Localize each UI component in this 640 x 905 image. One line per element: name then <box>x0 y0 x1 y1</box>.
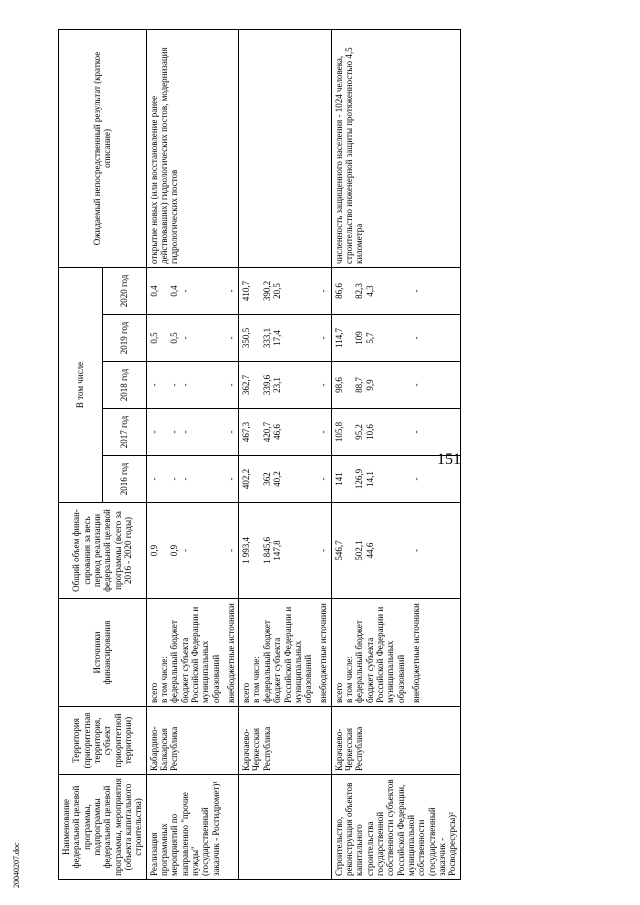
row-name: Строительство, реконструкция объектов капитального строительства государственной собственности субъектов Российской Федерации, муниципальной собственности (государственный заказчик - Росводресурсы)² <box>331 775 460 880</box>
row-y2018 <box>239 362 331 409</box>
y2017-line: - <box>169 430 180 434</box>
y2018-line: - <box>179 383 190 387</box>
sources-line: федеральный бюджет <box>169 620 180 703</box>
y2018-line: - <box>169 383 180 387</box>
y2016-line <box>344 459 354 499</box>
y2019-line: - <box>225 336 236 340</box>
y2017-line: 467,3 <box>241 421 252 443</box>
row-y2019 <box>331 315 460 362</box>
y2018-line: - <box>318 383 329 387</box>
row-y2017 <box>239 409 331 456</box>
total-line: 147,8 <box>272 540 283 561</box>
row-y2016 <box>331 456 460 503</box>
y2016-line: - <box>225 477 236 481</box>
sources-line: федеральный бюджет <box>354 620 365 703</box>
y2017-line: - <box>410 430 421 434</box>
total-line <box>344 506 354 595</box>
row-y2018 <box>331 362 460 409</box>
row-name <box>239 775 331 880</box>
y2016-line: - <box>169 477 180 481</box>
y2019-line: 17,4 <box>272 330 283 346</box>
sources-line: бюджет субъекта Российской Федерации и муниципальных образований <box>364 606 406 703</box>
y2016-line: - <box>179 477 190 481</box>
row-y2019 <box>239 315 331 362</box>
y2019-line: 5,7 <box>364 332 375 344</box>
row-sources <box>331 599 460 707</box>
y2017-line: - <box>148 430 159 434</box>
y2020-line: 86,6 <box>333 283 344 299</box>
row-result: открытие новых (или восстановление ранее действовавших) гидрологических постов, модернизация гидрологических постов <box>146 29 238 267</box>
row-total <box>331 503 460 599</box>
y2017-line <box>251 412 261 452</box>
y2016-line <box>251 459 261 499</box>
y2018-line: 23,1 <box>272 377 283 393</box>
sources-line: внебюджетные источники <box>410 603 421 703</box>
y2018-line <box>251 365 261 405</box>
y2019-line: - <box>179 336 190 340</box>
y2017-line: 105,8 <box>333 421 344 443</box>
y2019-line: 109 <box>354 331 365 345</box>
row-y2016 <box>239 456 331 503</box>
y2016-line: 141 <box>333 472 344 486</box>
y2017-line <box>344 412 354 452</box>
y2020-line: 82,3 <box>354 283 365 299</box>
row-y2020 <box>146 267 238 314</box>
total-line: 502,1 <box>354 540 365 561</box>
rotated-table-container <box>58 30 623 880</box>
y2020-line <box>159 271 169 311</box>
row-y2018 <box>146 362 238 409</box>
program-table <box>58 29 461 880</box>
y2018-line: 9,9 <box>364 379 375 391</box>
y2020-line: - <box>318 289 329 293</box>
y2017-line: - <box>179 430 190 434</box>
y2020-line <box>251 271 261 311</box>
sources-line: в том числе: <box>343 656 354 703</box>
y2016-line: - <box>318 477 329 481</box>
row-sources <box>239 599 331 707</box>
y2018-line: 88,7 <box>354 377 365 393</box>
y2016-line: 402,2 <box>241 468 252 490</box>
y2020-line: 20,5 <box>272 283 283 299</box>
header-name: Наименование федеральной целевой программы, подпрограммы федеральной целевой программы, мероприятия (объекта капитального строительства) <box>59 775 147 880</box>
footer-code: 20040207.doc <box>12 842 21 888</box>
y2018-line: 339,6 <box>261 374 272 396</box>
y2016-line: - <box>148 477 159 481</box>
row-sources <box>146 599 238 707</box>
y2020-line: 0,4 <box>148 285 159 297</box>
y2019-line: - <box>318 336 329 340</box>
y2017-line: - <box>318 430 329 434</box>
sources-line: в том числе: <box>159 656 170 703</box>
y2017-line: 10,6 <box>364 424 375 440</box>
y2016-line: 126,9 <box>354 468 365 490</box>
total-line: - <box>179 549 190 552</box>
y2020-line: 410,7 <box>241 280 252 302</box>
y2016-line: 14,1 <box>364 471 375 487</box>
total-line: 44,6 <box>364 542 375 559</box>
row-y2016 <box>146 456 238 503</box>
total-line: - <box>318 549 329 552</box>
y2019-line: 114,7 <box>333 328 344 348</box>
y2016-line: 362 <box>261 472 272 486</box>
total-line: - <box>410 549 421 552</box>
y2019-line <box>159 318 169 358</box>
y2020-line: 390,2 <box>261 280 272 302</box>
y2016-line <box>159 459 169 499</box>
table-row <box>239 29 331 879</box>
header-2020: 2020 год <box>102 267 146 314</box>
y2020-line: 4,3 <box>364 285 375 297</box>
y2017-line <box>159 412 169 452</box>
sources-line: всего <box>148 682 159 703</box>
row-territory: Карачаево-Черкесская Республика <box>331 707 460 775</box>
y2018-line: 98,6 <box>333 377 344 393</box>
y2019-line: 0,5 <box>148 332 159 344</box>
sources-line: бюджет субъекта Российской Федерации и муниципальных образований <box>179 606 221 703</box>
row-y2017 <box>331 409 460 456</box>
sources-line: внебюджетные источники <box>225 603 236 703</box>
sources-line: бюджет субъекта Российской Федерации и муниципальных образований <box>272 606 314 703</box>
y2020-line: - <box>179 289 190 293</box>
y2020-line: - <box>410 289 421 293</box>
y2019-line <box>344 318 354 358</box>
row-result: численность защищенного населения - 1024 человека, строительство инженерной защиты протяженностью 4,5 километра <box>331 29 460 267</box>
header-2017: 2017 год <box>102 409 146 456</box>
y2018-line: - <box>410 383 421 387</box>
sources-line: в том числе: <box>251 656 262 703</box>
y2017-line: - <box>225 430 236 434</box>
row-total <box>146 503 238 599</box>
y2020-line <box>344 271 354 311</box>
header-2018: 2018 год <box>102 362 146 409</box>
row-result <box>239 29 331 267</box>
y2016-line: 40,2 <box>272 471 283 487</box>
y2017-line: 95,2 <box>354 424 365 440</box>
row-y2017 <box>146 409 238 456</box>
total-line: 0,9 <box>148 544 159 557</box>
header-2019: 2019 год <box>102 315 146 362</box>
row-name: Реализация программных мероприятий по направлению "прочие нужды" (государственный заказчик - Росгидромет)¹ <box>146 775 238 880</box>
header-sources: Источники финансирования <box>59 599 147 707</box>
y2016-line: - <box>410 477 421 481</box>
header-territory: Территория (приоритетная территория, субъект приоритетной территории) <box>59 707 147 775</box>
page-number: 151 <box>437 451 461 468</box>
table-row <box>146 29 238 879</box>
total-line: - <box>225 549 236 552</box>
total-line: 546,7 <box>333 540 344 561</box>
y2017-line: 46,6 <box>272 424 283 440</box>
total-line: 0,9 <box>169 544 180 557</box>
y2020-line: - <box>225 289 236 293</box>
row-territory: Карачаево-Черкесская Республика <box>239 707 331 775</box>
y2017-line: 420,7 <box>261 421 272 443</box>
y2019-line: 0,5 <box>169 332 180 344</box>
sources-line: федеральный бюджет <box>261 620 272 703</box>
sources-line: всего <box>241 682 252 703</box>
total-line: 1 993,4 <box>241 537 252 564</box>
sources-line: внебюджетные источники <box>318 603 329 703</box>
y2020-line: 0,4 <box>169 285 180 297</box>
y2018-line <box>159 365 169 405</box>
total-line: 1 845,6 <box>261 537 272 564</box>
row-y2019 <box>146 315 238 362</box>
y2019-line <box>251 318 261 358</box>
total-line <box>251 506 261 595</box>
header-result: Ожидаемый непосредственный результат (краткое описание) <box>59 29 147 267</box>
header-2016: 2016 год <box>102 456 146 503</box>
table-body <box>146 29 460 879</box>
total-line <box>159 506 169 595</box>
row-territory: Кабардино-Балкарская Республика <box>146 707 238 775</box>
y2019-line: - <box>410 336 421 340</box>
row-y2020 <box>331 267 460 314</box>
table-row <box>331 29 460 879</box>
y2018-line: - <box>148 383 159 387</box>
row-total <box>239 503 331 599</box>
sources-line: всего <box>333 682 344 703</box>
y2018-line <box>344 365 354 405</box>
header-including: В том числе <box>59 267 103 502</box>
y2019-line: 333,1 <box>261 327 272 349</box>
y2018-line: 362,7 <box>241 374 252 396</box>
y2018-line: - <box>225 383 236 387</box>
header-total: Общий объем финан-сирования за весь период реализации федеральной целевой программы (всего за 2016 - 2020 годы) <box>59 503 147 599</box>
y2019-line: 350,5 <box>241 327 252 349</box>
row-y2020 <box>239 267 331 314</box>
